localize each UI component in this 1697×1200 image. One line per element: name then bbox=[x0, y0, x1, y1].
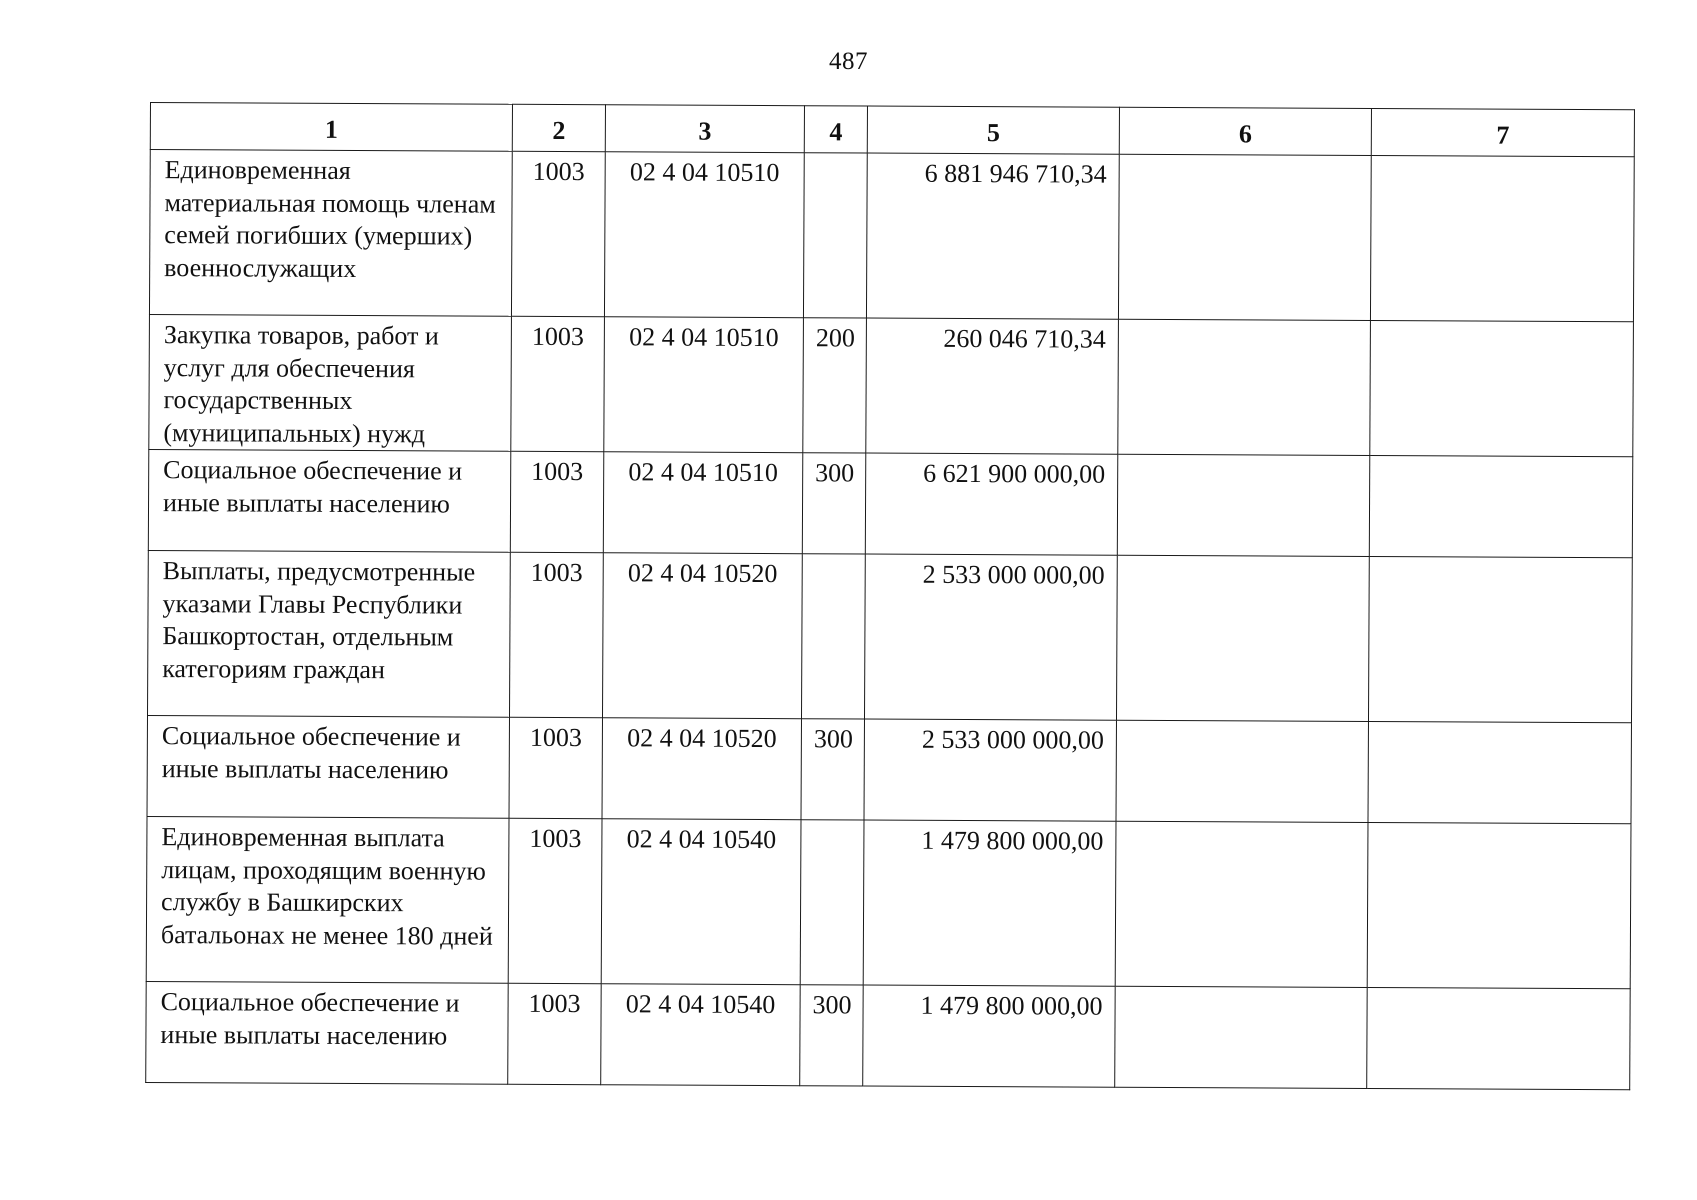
row-name-cell: Единовременная выплата лицам, проходящим военную службу в Башкирских батальонах не менее 180 дней bbox=[146, 816, 509, 983]
row-amount-cell: 1 479 800 000,00 bbox=[863, 820, 1116, 986]
header-cell-4: 4 bbox=[804, 106, 867, 153]
row-type-cell: 300 bbox=[800, 985, 863, 1086]
table-row bbox=[149, 314, 1634, 456]
row-col7-cell bbox=[1370, 320, 1634, 456]
row-name-cell: Единовременная материальная помощь членам семей погибших (умерших) военнослужащих bbox=[149, 150, 512, 317]
row-col6-cell bbox=[1116, 720, 1368, 822]
row-amount-cell: 6 621 900 000,00 bbox=[865, 453, 1117, 555]
row-col6-cell bbox=[1118, 154, 1371, 320]
header-cell-3: 3 bbox=[605, 105, 804, 153]
row-col6-cell bbox=[1116, 555, 1369, 721]
row-section-cell: 1003 bbox=[510, 451, 603, 552]
header-cell-7: 7 bbox=[1371, 108, 1634, 156]
row-section-cell: 1003 bbox=[508, 818, 602, 983]
row-code-cell: 02 4 04 10510 bbox=[604, 317, 804, 453]
header-cell-2: 2 bbox=[512, 104, 605, 151]
row-col7-cell bbox=[1370, 155, 1634, 321]
row-code-cell: 02 4 04 10520 bbox=[602, 553, 802, 719]
row-col6-cell bbox=[1115, 986, 1367, 1088]
row-name-cell: Выплаты, предусмотренные указами Главы Республики Башкортостан, отдельным категориям граждан bbox=[148, 550, 511, 717]
row-col6-cell bbox=[1115, 821, 1368, 987]
row-col7-cell bbox=[1367, 822, 1631, 988]
table-row bbox=[148, 449, 1632, 557]
row-col7-cell bbox=[1368, 721, 1631, 823]
row-amount-cell: 260 046 710,34 bbox=[866, 318, 1119, 454]
row-col7-cell bbox=[1369, 455, 1632, 557]
row-col7-cell bbox=[1367, 987, 1630, 1089]
row-name-cell: Социальное обеспечение и иные выплаты населению bbox=[148, 449, 510, 552]
row-col7-cell bbox=[1368, 556, 1632, 722]
row-name-cell: Закупка товаров, работ и услуг для обеспечения государственных (муниципальных) нужд bbox=[149, 314, 512, 451]
row-code-cell: 02 4 04 10540 bbox=[601, 984, 800, 1086]
row-section-cell: 1003 bbox=[509, 717, 602, 818]
row-type-cell: 300 bbox=[801, 719, 864, 820]
row-amount-cell: 6 881 946 710,34 bbox=[866, 153, 1119, 319]
table-row bbox=[146, 816, 1631, 988]
row-type-cell bbox=[803, 153, 867, 318]
row-col6-cell bbox=[1117, 454, 1369, 556]
table-row bbox=[147, 715, 1631, 823]
row-type-cell: 200 bbox=[803, 318, 867, 453]
header-row bbox=[150, 103, 1634, 157]
row-amount-cell: 2 533 000 000,00 bbox=[864, 554, 1117, 720]
row-name-cell: Социальное обеспечение и иные выплаты населению bbox=[146, 981, 508, 1084]
row-section-cell: 1003 bbox=[509, 552, 603, 717]
table-row bbox=[149, 150, 1634, 322]
budget-table bbox=[145, 102, 1635, 1090]
budget-table-wrapper bbox=[145, 102, 1634, 1090]
row-type-cell bbox=[800, 820, 864, 985]
row-section-cell: 1003 bbox=[508, 983, 601, 1084]
row-section-cell: 1003 bbox=[511, 151, 605, 316]
row-col6-cell bbox=[1118, 319, 1371, 455]
row-type-cell: 300 bbox=[802, 453, 865, 554]
row-name-cell: Социальное обеспечение и иные выплаты населению bbox=[147, 715, 509, 818]
header-cell-6: 6 bbox=[1119, 107, 1371, 155]
row-code-cell: 02 4 04 10510 bbox=[603, 452, 802, 554]
row-code-cell: 02 4 04 10540 bbox=[601, 819, 801, 985]
table-row bbox=[146, 981, 1630, 1089]
row-amount-cell: 2 533 000 000,00 bbox=[864, 719, 1116, 821]
header-cell-1: 1 bbox=[150, 103, 512, 152]
row-section-cell: 1003 bbox=[511, 316, 605, 451]
row-code-cell: 02 4 04 10510 bbox=[604, 152, 804, 318]
table-row bbox=[148, 550, 1633, 722]
row-amount-cell: 1 479 800 000,00 bbox=[863, 985, 1115, 1087]
header-cell-5: 5 bbox=[867, 106, 1119, 154]
page-number: 487 bbox=[829, 48, 868, 75]
row-type-cell bbox=[801, 554, 865, 719]
row-code-cell: 02 4 04 10520 bbox=[602, 718, 801, 820]
